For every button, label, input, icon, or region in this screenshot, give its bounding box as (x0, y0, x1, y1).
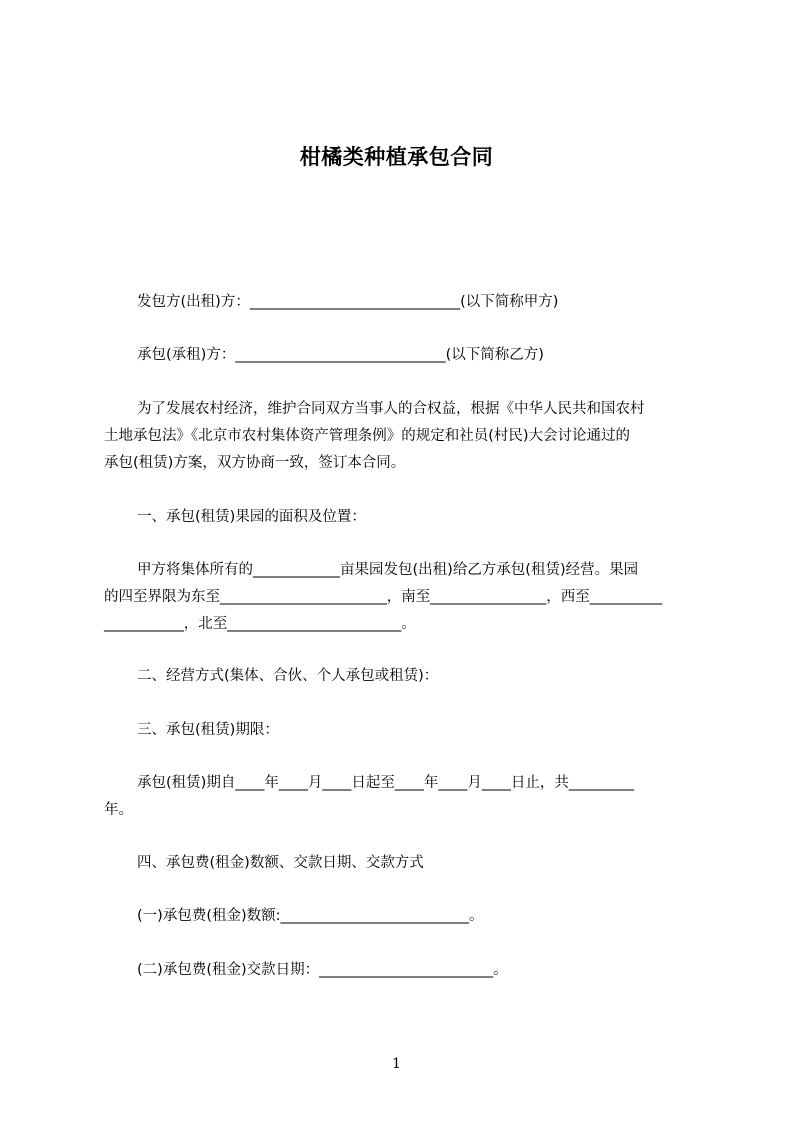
party-a-line: 发包方(出租)方：_____________________________(以下简称甲方) (137, 294, 559, 310)
section-1-line-3: ___________，北至________________________。 (104, 616, 416, 632)
page-number: 1 (392, 1056, 401, 1072)
preamble-line-1: 为了发展农村经济，维护合同双方当事人的合权益，根据《中华人民共和国农村 (137, 401, 645, 417)
section-4-item-1: (一)承包费(租金)数额:__________________________。 (137, 908, 484, 924)
section-1-line-1: 甲方将集体所有的____________亩果园发包(出租)给乙方承包(租赁)经营。果园 (137, 562, 639, 578)
preamble-line-2: 土地承包法》《北京市农村集体资产管理条例》的规定和社员(村民)大会讨论通过的 (104, 428, 631, 444)
party-b-line: 承包(承租)方：_____________________________(以下简称乙方) (137, 347, 544, 363)
section-4-item-2: (二)承包费(租金)交款日期：________________________。 (137, 962, 508, 978)
section-3-line-2: 年。 (104, 802, 133, 818)
section-1-heading: 一、承包(租赁)果园的面积及位置： (137, 509, 366, 525)
section-3-line-1: 承包(租赁)期自____年____月____日起至____年____月____日止，共_________ (137, 775, 635, 791)
section-1-line-2: 的四至界限为东至_______________________，南至________________，西至__________ (104, 589, 663, 605)
section-2-heading: 二、经营方式(集体、合伙、个人承包或租赁)： (137, 668, 439, 684)
preamble-line-3: 承包(租赁)方案，双方协商一致，签订本合同。 (104, 455, 406, 471)
section-4-heading: 四、承包费(租金)数额、交款日期、交款方式 (137, 855, 424, 871)
document-title: 柑橘类种植承包合同 (299, 145, 494, 169)
section-3-heading: 三、承包(租赁)期限： (137, 722, 279, 738)
